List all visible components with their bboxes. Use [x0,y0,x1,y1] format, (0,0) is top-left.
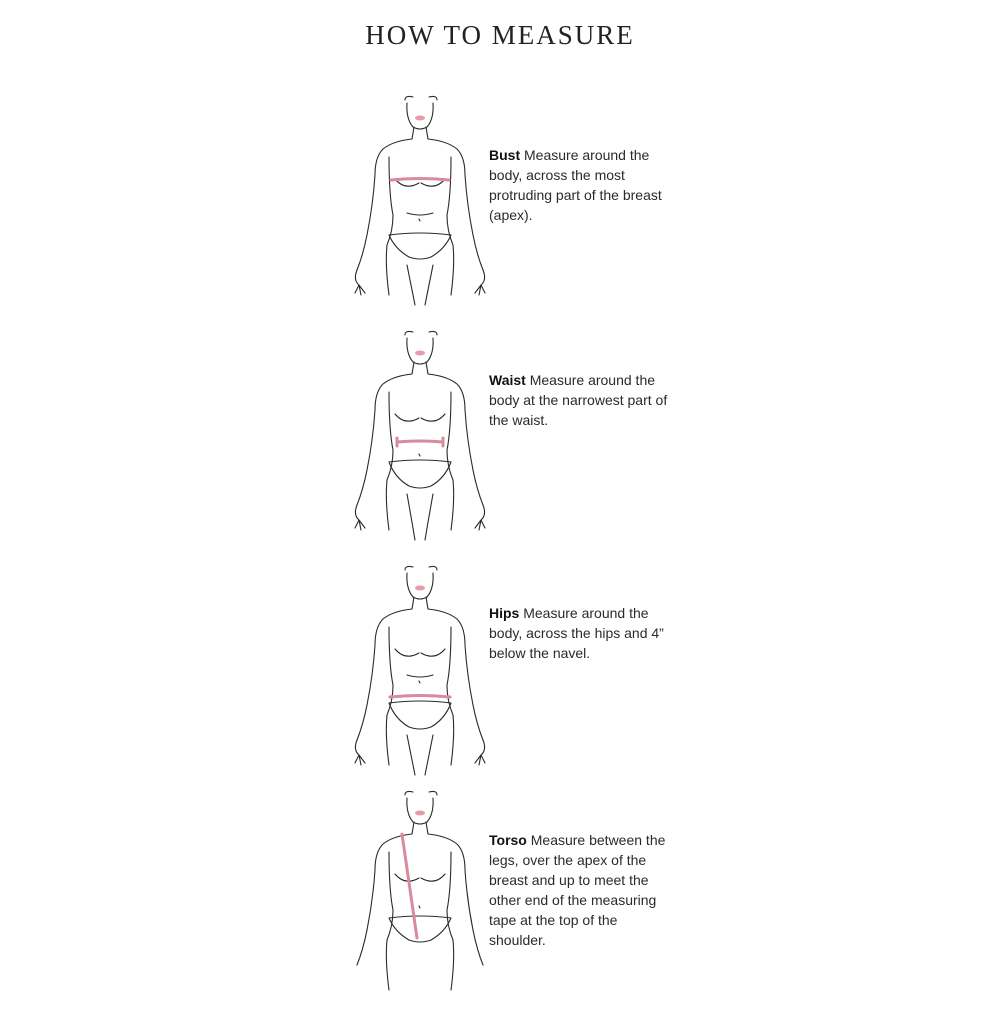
waist-term: Waist [489,372,526,388]
torso-description [489,830,669,950]
hips-term: Hips [489,605,520,621]
body-outline-hips [345,565,495,775]
hips-description [489,603,669,663]
hips-text: Measure around the body, across the hips and 4” below the navel. [489,605,664,661]
page-title: HOW TO MEASURE [365,20,635,50]
hips-figure-illustration [345,565,495,775]
torso-term: Torso [489,832,527,848]
bust-tape-line [391,179,449,181]
bust-description [489,145,669,225]
hips-section [0,565,1000,785]
waist-description [489,370,669,430]
body-outline-waist [345,330,495,540]
bust-text: Measure around the body, across the most protruding part of the breast (apex). [489,147,662,223]
body-outline-torso [345,790,495,1000]
waist-section [0,330,1000,550]
hips-tape-line [390,696,450,698]
bust-term: Bust [489,147,521,163]
body-outline-bust [345,95,495,305]
waist-text: Measure around the body at the narrowest part of the waist. [489,372,668,428]
torso-text: Measure between the legs, over the apex of the breast and up to meet the other end of the measuring tape at the top of the shoulder. [489,832,666,948]
bust-section [0,95,1000,315]
waist-tape-line [397,441,443,442]
bust-figure-illustration [345,95,495,305]
torso-tape-line [402,834,417,938]
torso-figure-illustration [345,790,495,1000]
torso-section [0,790,1000,1010]
waist-figure-illustration [345,330,495,540]
